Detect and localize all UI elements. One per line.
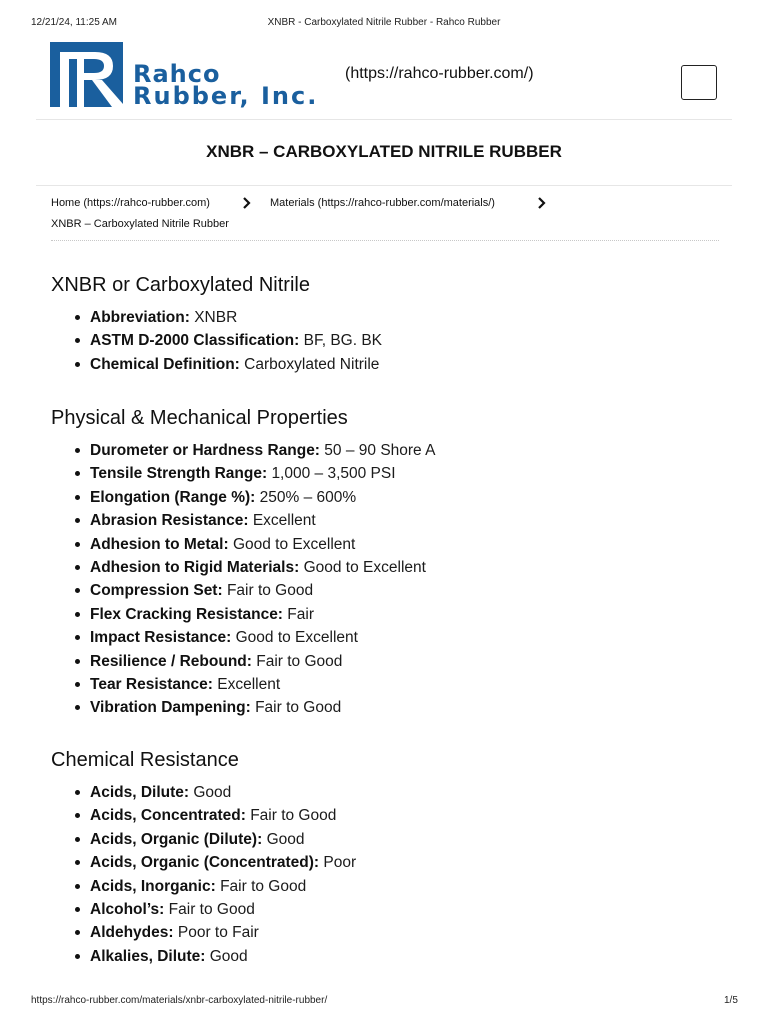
property-value: Excellent — [217, 675, 281, 693]
property-label: Elongation (Range %): — [90, 488, 256, 506]
property-value: Fair to Good — [168, 900, 255, 918]
section-heading-chemical: Chemical Resistance — [51, 749, 239, 771]
property-value: Good to Excellent — [232, 535, 356, 553]
header-divider — [36, 119, 732, 120]
property-value: Good — [266, 830, 305, 848]
list-item — [90, 354, 382, 377]
property-label: Adhesion to Metal: — [90, 535, 229, 553]
property-label: Vibration Dampening: — [90, 699, 251, 717]
overview-list — [51, 307, 382, 377]
breadcrumb-home-link[interactable]: Home (https://rahco-rubber.com) — [51, 197, 210, 209]
list-item — [90, 805, 356, 828]
title-divider — [36, 185, 732, 186]
chevron-right-icon — [241, 196, 251, 210]
logo-line-2: Rubber, Inc. — [133, 82, 319, 110]
list-item — [90, 534, 435, 557]
list-item — [90, 627, 435, 650]
property-value: Good to Excellent — [303, 558, 426, 576]
list-item — [90, 510, 435, 533]
property-value: Fair to Good — [255, 699, 342, 717]
property-label: Tear Resistance: — [90, 675, 213, 693]
breadcrumb-materials-link[interactable]: Materials (https://rahco-rubber.com/materials/) — [270, 197, 495, 209]
property-value: BF, BG. BK — [303, 332, 383, 350]
property-label: Acids, Organic (Concentrated): — [90, 854, 320, 872]
property-value: XNBR — [194, 309, 238, 326]
list-item — [90, 674, 435, 697]
property-label: ASTM D-2000 Classification: — [90, 332, 300, 350]
property-value: Poor — [323, 854, 357, 872]
property-value: 1,000 – 3,500 PSI — [271, 465, 396, 483]
property-label: Alkalies, Dilute: — [90, 947, 206, 965]
list-item — [90, 876, 356, 899]
list-item — [90, 440, 435, 463]
property-label: Aldehydes: — [90, 924, 174, 942]
property-label: Compression Set: — [90, 582, 223, 600]
property-value: 50 – 90 Shore A — [324, 442, 436, 459]
print-footer-url: https://rahco-rubber.com/materials/xnbr-carboxylated-nitrile-rubber/ — [31, 995, 328, 1006]
property-label: Tensile Strength Range: — [90, 465, 268, 483]
list-item — [90, 330, 382, 353]
list-item — [90, 580, 435, 603]
property-label: Abrasion Resistance: — [90, 512, 249, 530]
list-item — [90, 946, 356, 969]
list-item — [90, 782, 356, 805]
list-item — [90, 852, 356, 875]
list-item — [90, 557, 435, 580]
list-item — [90, 307, 382, 330]
section-heading-physical: Physical & Mechanical Properties — [51, 407, 348, 429]
physical-properties-list — [51, 440, 435, 721]
logo-line-1: Rahco — [133, 60, 221, 88]
list-item — [90, 697, 435, 720]
list-item — [90, 899, 356, 922]
property-label: Acids, Concentrated: — [90, 807, 246, 825]
list-item — [90, 922, 356, 945]
list-item — [90, 487, 435, 510]
property-value: Fair to Good — [220, 877, 307, 895]
property-label: Acids, Organic (Dilute): — [90, 830, 263, 848]
property-label: Acids, Inorganic: — [90, 877, 216, 895]
breadcrumb-divider — [51, 240, 719, 241]
print-page-number: 1/5 — [724, 995, 738, 1006]
list-item — [90, 604, 435, 627]
property-value: 250% – 600% — [259, 488, 357, 506]
property-value: Fair — [287, 605, 314, 623]
property-value: Fair to Good — [256, 652, 343, 670]
property-label: Impact Resistance: — [90, 629, 232, 647]
print-datetime: 12/21/24, 11:25 AM — [31, 17, 117, 28]
property-value: Fair to Good — [226, 582, 314, 600]
list-item — [90, 829, 356, 852]
property-label: Abbreviation: — [90, 309, 190, 326]
site-logo[interactable] — [50, 42, 345, 108]
property-value: Poor to Fair — [177, 924, 259, 942]
list-item — [90, 463, 435, 486]
property-label: Durometer or Hardness Range: — [90, 442, 320, 459]
site-url-link[interactable]: (https://rahco-rubber.com/) — [345, 65, 534, 82]
property-label: Resilience / Rebound: — [90, 652, 252, 670]
property-value: Good — [193, 784, 232, 801]
chemical-resistance-list — [51, 782, 356, 969]
list-item — [90, 651, 435, 674]
print-page-title: XNBR - Carboxylated Nitrile Rubber - Rahco Rubber — [267, 17, 501, 28]
property-value: Carboxylated Nitrile — [244, 355, 380, 373]
property-value: Good — [209, 947, 248, 965]
property-label: Acids, Dilute: — [90, 784, 190, 801]
property-label: Flex Cracking Resistance: — [90, 605, 283, 623]
property-label: Alcohol’s: — [90, 900, 165, 918]
breadcrumb-current: XNBR – Carboxylated Nitrile Rubber — [51, 218, 229, 230]
rahco-logo-icon — [50, 42, 123, 107]
property-label: Chemical Definition: — [90, 355, 240, 373]
section-heading-overview: XNBR or Carboxylated Nitrile — [51, 274, 310, 296]
menu-toggle-button[interactable] — [681, 65, 717, 100]
property-value: Fair to Good — [250, 807, 337, 825]
property-value: Good to Excellent — [235, 629, 358, 647]
logo-wordmark — [133, 60, 319, 110]
chevron-right-icon — [536, 196, 546, 210]
property-value: Excellent — [252, 512, 316, 530]
property-label: Adhesion to Rigid Materials: — [90, 558, 300, 576]
print-header — [0, 17, 768, 31]
page-title: XNBR – CARBOXYLATED NITRILE RUBBER — [206, 142, 562, 161]
